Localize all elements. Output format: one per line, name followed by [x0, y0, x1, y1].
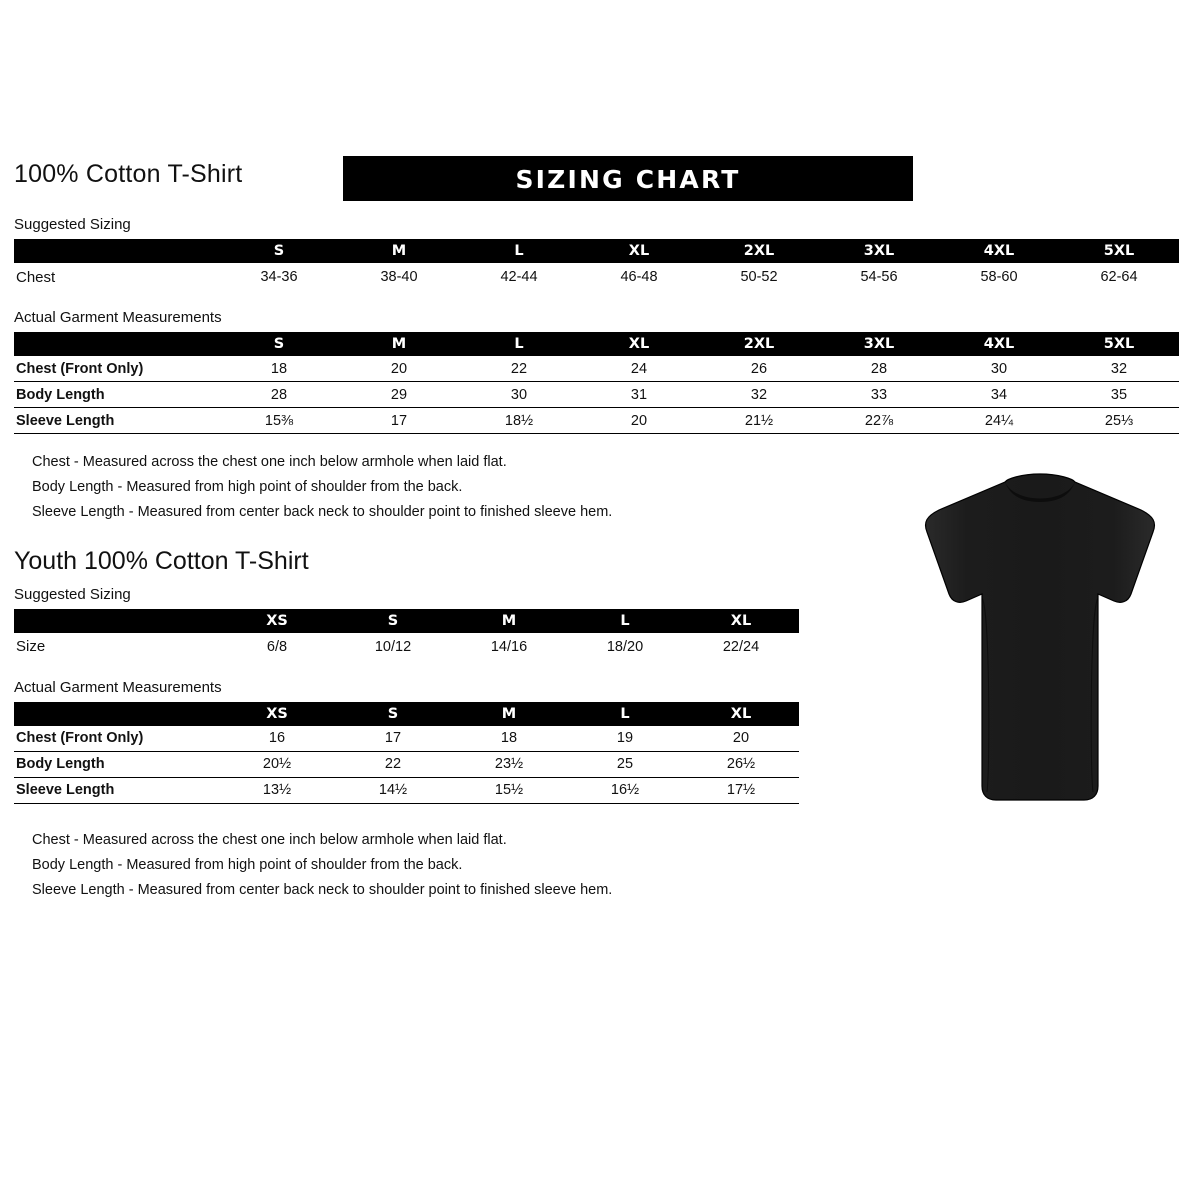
cell-value: 34 — [939, 382, 1059, 408]
header-size: XS — [219, 702, 335, 726]
youth-actual-measurements-label: Actual Garment Measurements — [14, 678, 222, 696]
header-size: S — [335, 609, 451, 633]
cell-value: 22/24 — [722, 638, 760, 655]
table-header-row — [14, 239, 1179, 263]
header-size: M — [451, 609, 567, 633]
cell-value: 54-56 — [860, 269, 898, 285]
row-label: Size — [16, 638, 46, 656]
table-row — [14, 408, 1179, 434]
header-size: 2XL — [699, 332, 819, 356]
row-label: Body Length — [14, 382, 219, 408]
cell-value: 58-60 — [980, 269, 1018, 285]
header-size: XL — [683, 609, 799, 633]
cell-value: 24¼ — [939, 408, 1059, 434]
table-row — [14, 777, 799, 803]
cell-value: 18 — [451, 726, 567, 752]
cell-value: 17½ — [683, 777, 799, 803]
youth-section-title: Youth 100% Cotton T-Shirt — [14, 546, 309, 575]
header-size: M — [339, 332, 459, 356]
header-size: M — [339, 239, 459, 263]
note-sleeve-length: Sleeve Length - Measured from center back neck to shoulder point to finished sleeve hem. — [32, 881, 613, 898]
header-size: 4XL — [939, 239, 1059, 263]
cell-value: 22 — [335, 751, 451, 777]
youth-actual-measurements-table — [14, 702, 799, 804]
cell-value: 24 — [579, 356, 699, 382]
row-label: Sleeve Length — [14, 777, 219, 803]
cell-value: 50-52 — [740, 269, 778, 285]
row-label: Chest (Front Only) — [14, 356, 219, 382]
cell-value: 14½ — [335, 777, 451, 803]
header-corner — [14, 609, 219, 633]
cell-value: 6/8 — [266, 638, 288, 655]
cell-value: 22⅞ — [819, 408, 939, 434]
table-row — [14, 382, 1179, 408]
page-title: 100% Cotton T-Shirt — [14, 160, 243, 188]
header-corner — [14, 239, 219, 263]
cell-value: 16 — [219, 726, 335, 752]
note-sleeve-length: Sleeve Length - Measured from center back neck to shoulder point to finished sleeve hem. — [32, 503, 613, 520]
cell-value: 42-44 — [500, 269, 538, 285]
table-row — [14, 356, 1179, 382]
cell-value: 29 — [339, 382, 459, 408]
adult-actual-measurements-table — [14, 332, 1179, 434]
youth-suggested-sizing-table — [14, 609, 799, 661]
cell-value: 28 — [219, 382, 339, 408]
header-size: 4XL — [939, 332, 1059, 356]
cell-value: 20½ — [219, 751, 335, 777]
header-size: 2XL — [699, 239, 819, 263]
cell-value: 19 — [567, 726, 683, 752]
table-row — [14, 726, 799, 752]
note-chest: Chest - Measured across the chest one inch below armhole when laid flat. — [32, 831, 507, 848]
adult-measurement-notes — [14, 450, 934, 525]
header-size: S — [219, 332, 339, 356]
cell-value: 26½ — [683, 751, 799, 777]
header-size: L — [459, 239, 579, 263]
row-label: Chest (Front Only) — [14, 726, 219, 752]
adult-suggested-sizing-table — [14, 239, 1179, 291]
header-size: L — [567, 609, 683, 633]
cell-value: 20 — [683, 726, 799, 752]
cell-value: 35 — [1059, 382, 1179, 408]
adult-title-row — [14, 160, 934, 206]
cell-value: 23½ — [451, 751, 567, 777]
row-label: Body Length — [14, 751, 219, 777]
youth-measurement-notes — [14, 828, 934, 903]
youth-suggested-sizing-label: Suggested Sizing — [14, 585, 131, 603]
cell-value: 17 — [335, 726, 451, 752]
table-row — [14, 263, 1179, 291]
cell-value: 18½ — [459, 408, 579, 434]
cell-value: 30 — [459, 382, 579, 408]
cell-value: 46-48 — [620, 269, 658, 285]
note-chest: Chest - Measured across the chest one inch below armhole when laid flat. — [32, 454, 507, 470]
header-size: 5XL — [1059, 332, 1179, 356]
cell-value: 32 — [1059, 356, 1179, 382]
header-size: L — [459, 332, 579, 356]
black-tshirt-icon — [895, 470, 1185, 810]
header-size: 3XL — [819, 332, 939, 356]
cell-value: 30 — [939, 356, 1059, 382]
cell-value: 26 — [699, 356, 819, 382]
chart-content — [14, 160, 1138, 903]
sizing-chart-banner — [343, 156, 913, 201]
header-size: M — [451, 702, 567, 726]
cell-value: 31 — [579, 382, 699, 408]
note-body-length: Body Length - Measured from high point of shoulder from the back. — [32, 478, 463, 495]
row-label: Sleeve Length — [14, 408, 219, 434]
header-size: S — [219, 239, 339, 263]
header-size: L — [567, 702, 683, 726]
cell-value: 28 — [819, 356, 939, 382]
cell-value: 17 — [339, 408, 459, 434]
table-row — [14, 633, 799, 661]
header-corner — [14, 702, 219, 726]
cell-value: 38-40 — [380, 269, 418, 285]
cell-value: 15½ — [451, 777, 567, 803]
cell-value: 13½ — [219, 777, 335, 803]
header-size: XS — [219, 609, 335, 633]
cell-value: 15⅜ — [219, 408, 339, 434]
row-label: Chest — [16, 268, 56, 286]
header-size: XL — [579, 332, 699, 356]
cell-value: 22 — [459, 356, 579, 382]
cell-value: 16½ — [567, 777, 683, 803]
note-body-length: Body Length - Measured from high point of shoulder from the back. — [32, 856, 463, 873]
table-row — [14, 751, 799, 777]
header-corner — [14, 332, 219, 356]
adult-suggested-sizing-label: Suggested Sizing — [14, 216, 131, 233]
cell-value: 62-64 — [1100, 269, 1138, 285]
cell-value: 20 — [579, 408, 699, 434]
tshirt-illustration-container — [895, 470, 1185, 810]
table-header-row — [14, 332, 1179, 356]
cell-value: 25 — [567, 751, 683, 777]
cell-value: 18/20 — [606, 638, 644, 655]
cell-value: 32 — [699, 382, 819, 408]
table-header-row — [14, 702, 799, 726]
header-size: S — [335, 702, 451, 726]
cell-value: 33 — [819, 382, 939, 408]
cell-value: 10/12 — [374, 638, 412, 655]
header-size: XL — [579, 239, 699, 263]
sizing-chart-banner-label: SIZING CHART — [515, 165, 741, 194]
cell-value: 20 — [339, 356, 459, 382]
cell-value: 25⅓ — [1059, 408, 1179, 434]
cell-value: 34-36 — [260, 269, 298, 285]
cell-value: 18 — [219, 356, 339, 382]
table-header-row — [14, 609, 799, 633]
cell-value: 21½ — [699, 408, 819, 434]
cell-value: 14/16 — [490, 638, 528, 655]
header-size: 5XL — [1059, 239, 1179, 263]
header-size: 3XL — [819, 239, 939, 263]
adult-actual-measurements-label: Actual Garment Measurements — [14, 309, 222, 326]
header-size: XL — [683, 702, 799, 726]
